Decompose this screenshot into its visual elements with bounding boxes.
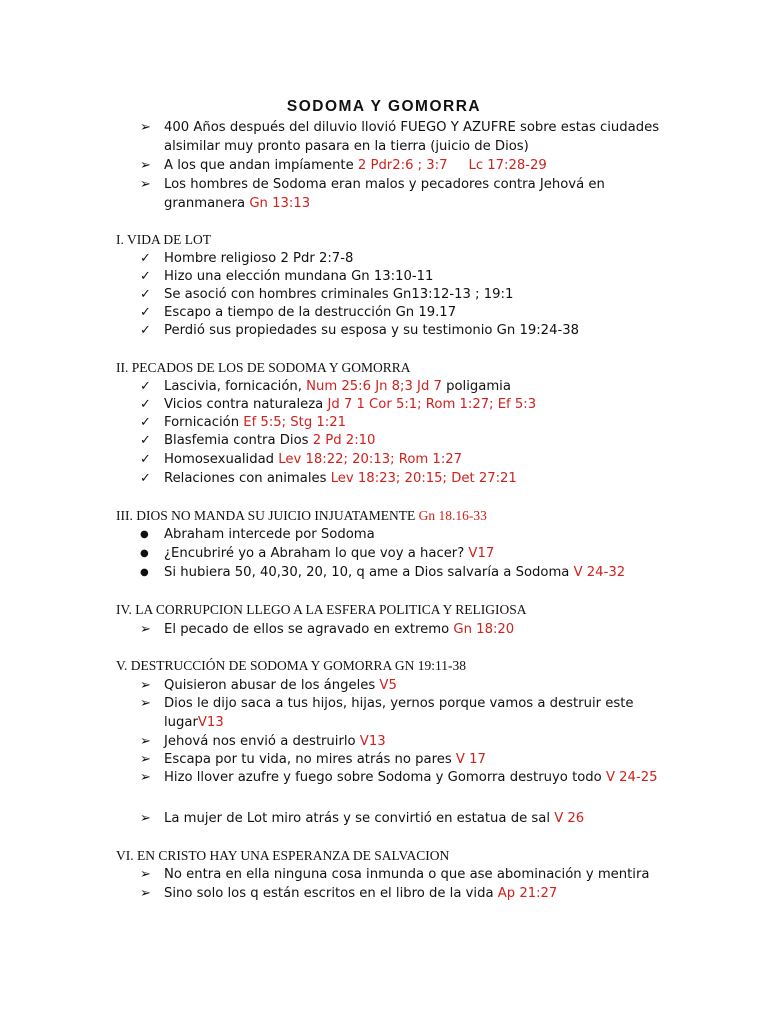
checkmark-icon: ✓ (140, 397, 151, 412)
arrow-bullet-icon: ➢ (140, 752, 151, 767)
arrow-bullet-icon: ➢ (140, 811, 151, 826)
scripture-reference: 2 Pdr2:6 ; 3:7 Lc 17:28-29 (357, 158, 547, 173)
list-item: ● Si hubiera 50, 40,30, 20, 10, q ame a Dios salvaría a Sodoma V 24-32 (140, 564, 680, 583)
scripture-reference: Lev 18:23; 20:15; Det 27:21 (330, 471, 517, 486)
bullet-icon: ● (140, 529, 149, 540)
list-item: ✓ Escapo a tiempo de la destrucción Gn 19.17 (140, 304, 680, 323)
list-item: ✓ Perdió sus propiedades su esposa y su testimonio Gn 19:24-38 (140, 322, 680, 341)
scripture-reference: V17 (468, 546, 495, 561)
arrow-bullet-icon: ➢ (140, 120, 151, 135)
scripture-reference: Ap 21:27 (497, 886, 558, 901)
list-item: ● Abraham intercede por Sodoma (140, 526, 680, 545)
arrow-bullet-icon: ➢ (140, 158, 151, 173)
list-item: ➢ La mujer de Lot miro atrás y se convirtió en estatua de sal V 26 (140, 810, 680, 829)
list-item: ✓ Vicios contra naturaleza Jd 7 1 Cor 5:1; Rom 1:27; Ef 5:3 (140, 396, 680, 415)
arrow-bullet-icon: ➢ (140, 177, 151, 192)
list-item: ● ¿Encubriré yo a Abraham lo que voy a hacer? V17 (140, 545, 680, 564)
list-item: ✓ Hizo una elección mundana Gn 13:10-11 (140, 268, 680, 287)
scripture-reference: V 17 (455, 752, 486, 767)
list-item: ➢ El pecado de ellos se agravado en extremo Gn 18:20 (140, 621, 680, 640)
scripture-reference: Gn 18.16-33 (418, 508, 487, 523)
checkmark-icon: ✓ (140, 379, 151, 394)
checkmark-icon: ✓ (140, 433, 151, 448)
section-heading: V. DESTRUCCIÓN DE SODOMA Y GOMORRA GN 19:11-38 (116, 658, 467, 673)
list-item: ➢ Sino solo los q están escritos en el libro de la vida Ap 21:27 (140, 885, 680, 904)
intro-item (140, 176, 660, 213)
list-item: ✓ Homosexualidad Lev 18:22; 20:13; Rom 1:27 (140, 451, 680, 470)
intro-item (140, 119, 660, 156)
checkmark-icon: ✓ (140, 415, 151, 430)
arrow-bullet-icon: ➢ (140, 734, 151, 749)
checkmark-icon: ✓ (140, 251, 151, 266)
checkmark-icon: ✓ (140, 452, 151, 467)
scripture-reference: V13 (197, 714, 224, 730)
section-heading: I. VIDA DE LOT (116, 232, 211, 247)
scripture-reference: Jd 7 1 Cor 5:1; Rom 1:27; Ef 5:3 (327, 397, 537, 412)
scripture-reference: V 24-32 (573, 565, 626, 580)
section-heading: VI. EN CRISTO HAY UNA ESPERANZA DE SALVACION (116, 848, 450, 863)
list-item: ➢ Quisieron abusar de los ángeles V5 (140, 677, 680, 696)
section-heading: III. DIOS NO MANDA SU JUICIO INJUATAMENTE Gn 18.16-33 (116, 508, 487, 523)
document-title: SODOMA Y GOMORRA (286, 98, 482, 115)
item-text: 400 Años después del diluvio llovió FUEGO Y AZUFRE sobre estas ciudades alsimilar muy pronto pasara en la tierra (juicio de Dios) (164, 120, 660, 154)
list-item: ✓ Fornicación Ef 5:5; Stg 1:21 (140, 414, 680, 433)
section-heading: II. PECADOS DE LOS DE SODOMA Y GOMORRA (116, 360, 411, 375)
bullet-icon: ● (140, 567, 149, 578)
list-item: ✓ Relaciones con animales Lev 18:23; 20:15; Det 27:21 (140, 470, 680, 489)
checkmark-icon: ✓ (140, 269, 151, 284)
list-item: ➢ Dios le dijo saca a tus hijos, hijas, yernos porque vamos a destruir este lugarV13 (140, 696, 634, 730)
checkmark-icon: ✓ (140, 287, 151, 302)
list-item: ➢ Jehová nos envió a destruirlo V13 (140, 733, 680, 752)
list-item: ➢ No entra en ella ninguna cosa inmunda o que ase abominación y mentira (140, 866, 680, 885)
list-item: ✓ Blasfemia contra Dios 2 Pd 2:10 (140, 432, 680, 451)
scripture-reference: Gn 13:13 (249, 195, 311, 211)
list-item: ✓ Lascivia, fornicación, Num 25:6 Jn 8;3 Jd 7 poligamia (140, 378, 680, 397)
arrow-bullet-icon: ➢ (140, 678, 151, 693)
scripture-reference: Ef 5:5; Stg 1:21 (243, 415, 347, 430)
list-item: ➢ Hizo llover azufre y fuego sobre Sodoma y Gomorra destruyo todo V 24-25 (140, 769, 680, 788)
scripture-reference: V5 (379, 678, 397, 693)
arrow-bullet-icon: ➢ (140, 770, 151, 785)
bullet-icon: ● (140, 548, 149, 559)
arrow-bullet-icon: ➢ (140, 696, 151, 711)
checkmark-icon: ✓ (140, 305, 151, 320)
item-text: Los hombres de Sodoma eran malos y pecadores contra Jehová en granmanera (164, 177, 605, 211)
scripture-reference: V 26 (554, 811, 585, 826)
checkmark-icon: ✓ (140, 471, 151, 486)
scripture-reference: Num 25:6 Jn 8;3 Jd 7 (306, 379, 442, 394)
arrow-bullet-icon: ➢ (140, 867, 151, 882)
scripture-reference: 2 Pd 2:10 (312, 433, 376, 448)
arrow-bullet-icon: ➢ (140, 886, 151, 901)
scripture-reference: V13 (359, 734, 386, 749)
scripture-reference: Gn 18:20 (453, 622, 515, 637)
section-heading: IV. LA CORRUPCION LLEGO A LA ESFERA POLITICA Y RELIGIOSA (116, 602, 527, 617)
arrow-bullet-icon: ➢ (140, 622, 151, 637)
list-item: ➢ Escapa por tu vida, no mires atrás no pares V 17 (140, 751, 680, 770)
list-item: ✓ Se asoció con hombres criminales Gn13:12-13 ; 19:1 (140, 286, 680, 305)
item-text: A los que andan impíamente (164, 158, 358, 173)
checkmark-icon: ✓ (140, 323, 151, 338)
list-item: ✓ Hombre religioso 2 Pdr 2:7-8 (140, 250, 680, 269)
intro-item (140, 157, 680, 176)
scripture-reference: Lev 18:22; 20:13; Rom 1:27 (278, 452, 463, 467)
scripture-reference: V 24-25 (605, 770, 658, 785)
